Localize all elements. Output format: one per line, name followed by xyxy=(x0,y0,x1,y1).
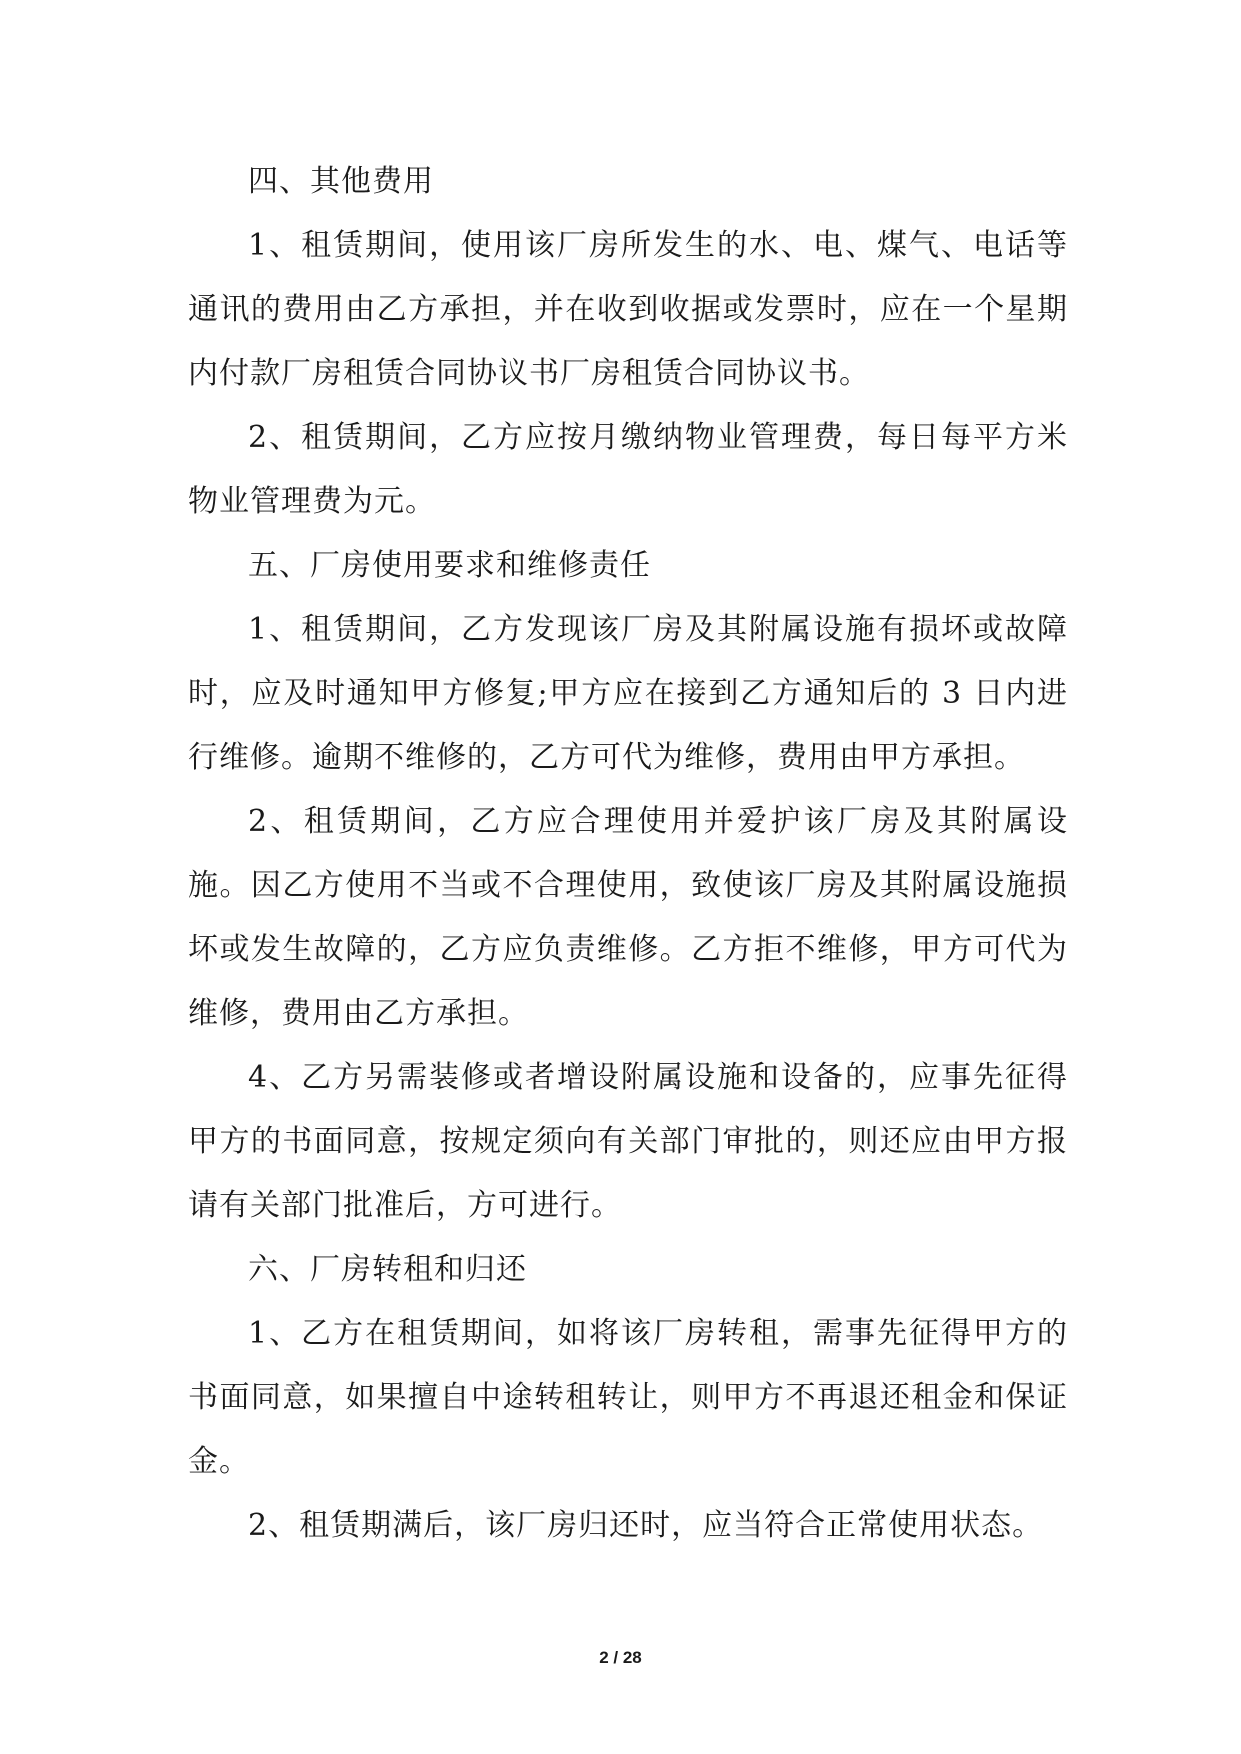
section-heading-usage-maintenance: 五、厂房使用要求和维修责任 xyxy=(248,548,651,583)
paragraph: 2、租赁期间，乙方应按月缴纳物业管理费，每日每平方米物业管理费为元。 xyxy=(188,420,1068,519)
paragraph: 1、租赁期间，使用该厂房所发生的水、电、煤气、电话等通讯的费用由乙方承担，并在收到收据或发票时，应在一个星期内付款厂房租赁合同协议书厂房租赁合同协议书。 xyxy=(188,228,1068,391)
paragraph: 2、租赁期满后，该厂房归还时，应当符合正常使用状态。 xyxy=(248,1508,1044,1543)
document-body xyxy=(188,150,1068,1558)
section-heading-other-fees: 四、其他费用 xyxy=(248,164,434,199)
paragraph: 1、租赁期间，乙方发现该厂房及其附属设施有损坏或故障时，应及时通知甲方修复;甲方应在接到乙方通知后的 3 日内进行维修。逾期不维修的，乙方可代为维修，费用由甲方承担。 xyxy=(188,612,1068,775)
paragraph: 2、租赁期间，乙方应合理使用并爱护该厂房及其附属设施。因乙方使用不当或不合理使用，致使该厂房及其附属设施损坏或发生故障的，乙方应负责维修。乙方拒不维修，甲方可代为维修，费用由乙方承担。 xyxy=(188,804,1068,1031)
paragraph: 4、乙方另需装修或者增设附属设施和设备的，应事先征得甲方的书面同意，按规定须向有关部门审批的，则还应由甲方报请有关部门批准后，方可进行。 xyxy=(188,1060,1068,1223)
paragraph: 1、乙方在租赁期间，如将该厂房转租，需事先征得甲方的书面同意，如果擅自中途转租转让，则甲方不再退还租金和保证金。 xyxy=(188,1316,1068,1479)
page-number: 2 / 28 xyxy=(599,1648,642,1667)
section-heading-sublease-return: 六、厂房转租和归还 xyxy=(248,1252,527,1287)
